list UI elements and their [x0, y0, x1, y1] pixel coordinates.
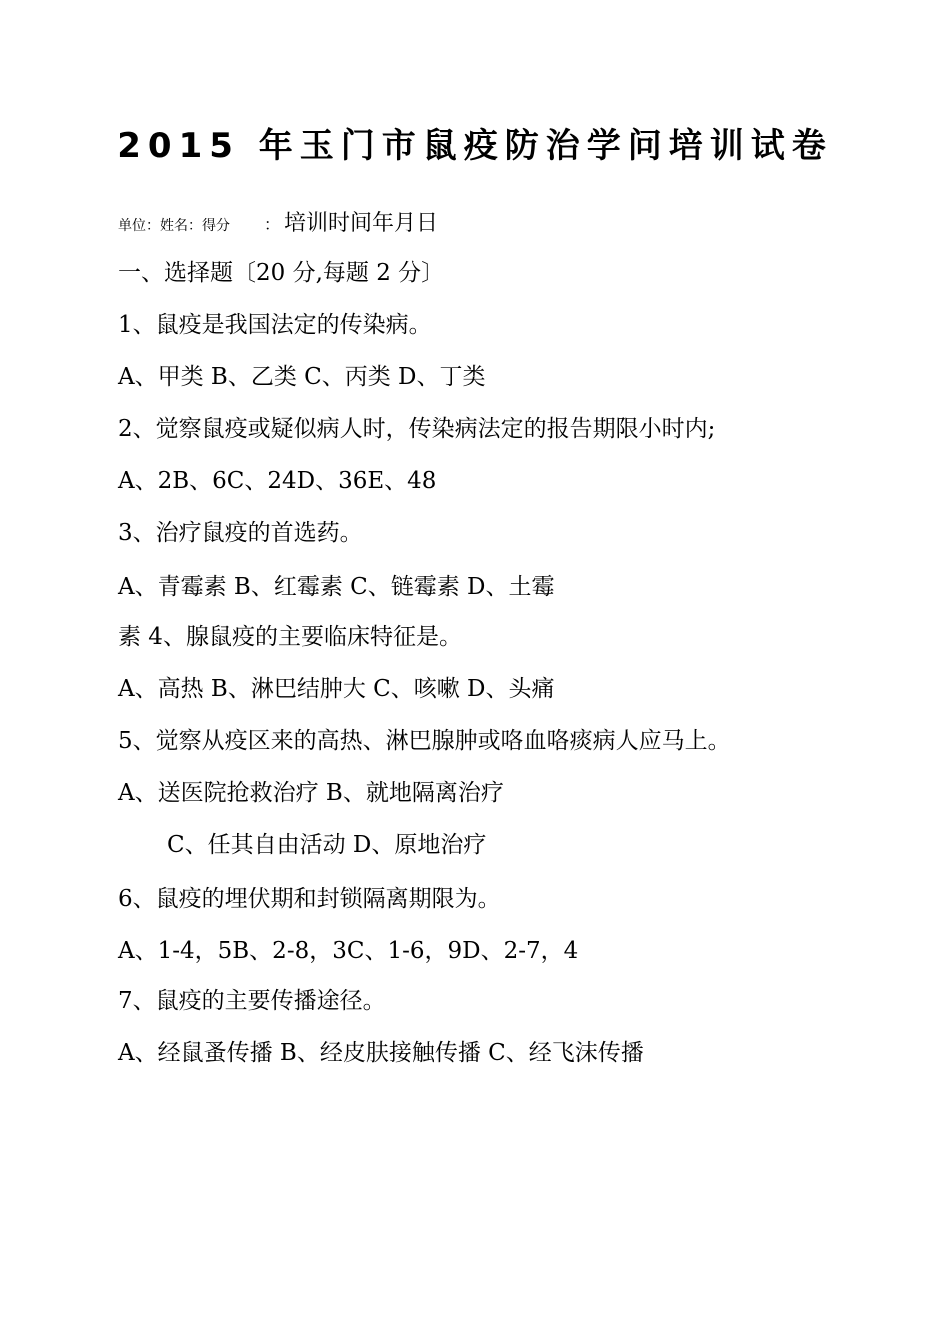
info-colon: ：: [264, 215, 281, 234]
info-fields: 单位：姓名：得分: [118, 218, 230, 234]
question-3: 3、治疗鼠疫的首选药。: [118, 520, 363, 546]
options-7: A、经鼠蚤传播 B、经皮肤接触传播 C、经飞沫传播: [118, 1040, 644, 1066]
section-heading: 一、选择题〔20 分,每题 2 分〕: [118, 260, 445, 286]
options-2: A、2B、6C、24D、36E、48: [118, 468, 437, 494]
document-title: 2015 年玉门市鼠疫防治学问培训试卷: [117, 126, 833, 166]
options-3: A、青霉素 B、红霉素 C、链霉素 D、土霉: [118, 574, 555, 600]
options-4: A、高热 B、淋巴结肿大 C、咳嗽 D、头痛: [118, 676, 555, 702]
question-6: 6、鼠疫的埋伏期和封锁隔离期限为。: [118, 886, 501, 912]
options-5b: C、任其自由活动 D、原地治疗: [167, 832, 487, 858]
question-5: 5、觉察从疫区来的高热、淋巴腺肿或咯血咯痰病人应马上。: [118, 728, 731, 754]
options-5a: A、送医院抢救治疗 B、就地隔离治疗: [118, 780, 504, 806]
info-line: [118, 206, 438, 237]
options-6: A、1-4，5B、2-8，3C、1-6，9D、2-7，4: [118, 938, 579, 964]
options-1: A、甲类 B、乙类 C、丙类 D、丁类: [118, 364, 486, 390]
question-7: 7、鼠疫的主要传播途径。: [118, 988, 386, 1014]
question-4: 素 4、腺鼠疫的主要临床特征是。: [118, 624, 462, 650]
question-2: 2、觉察鼠疫或疑似病人时，传染病法定的报告期限小时内;: [118, 416, 716, 442]
training-time: 培训时间年月日: [284, 211, 439, 236]
question-1: 1、鼠疫是我国法定的传染病。: [118, 312, 432, 338]
